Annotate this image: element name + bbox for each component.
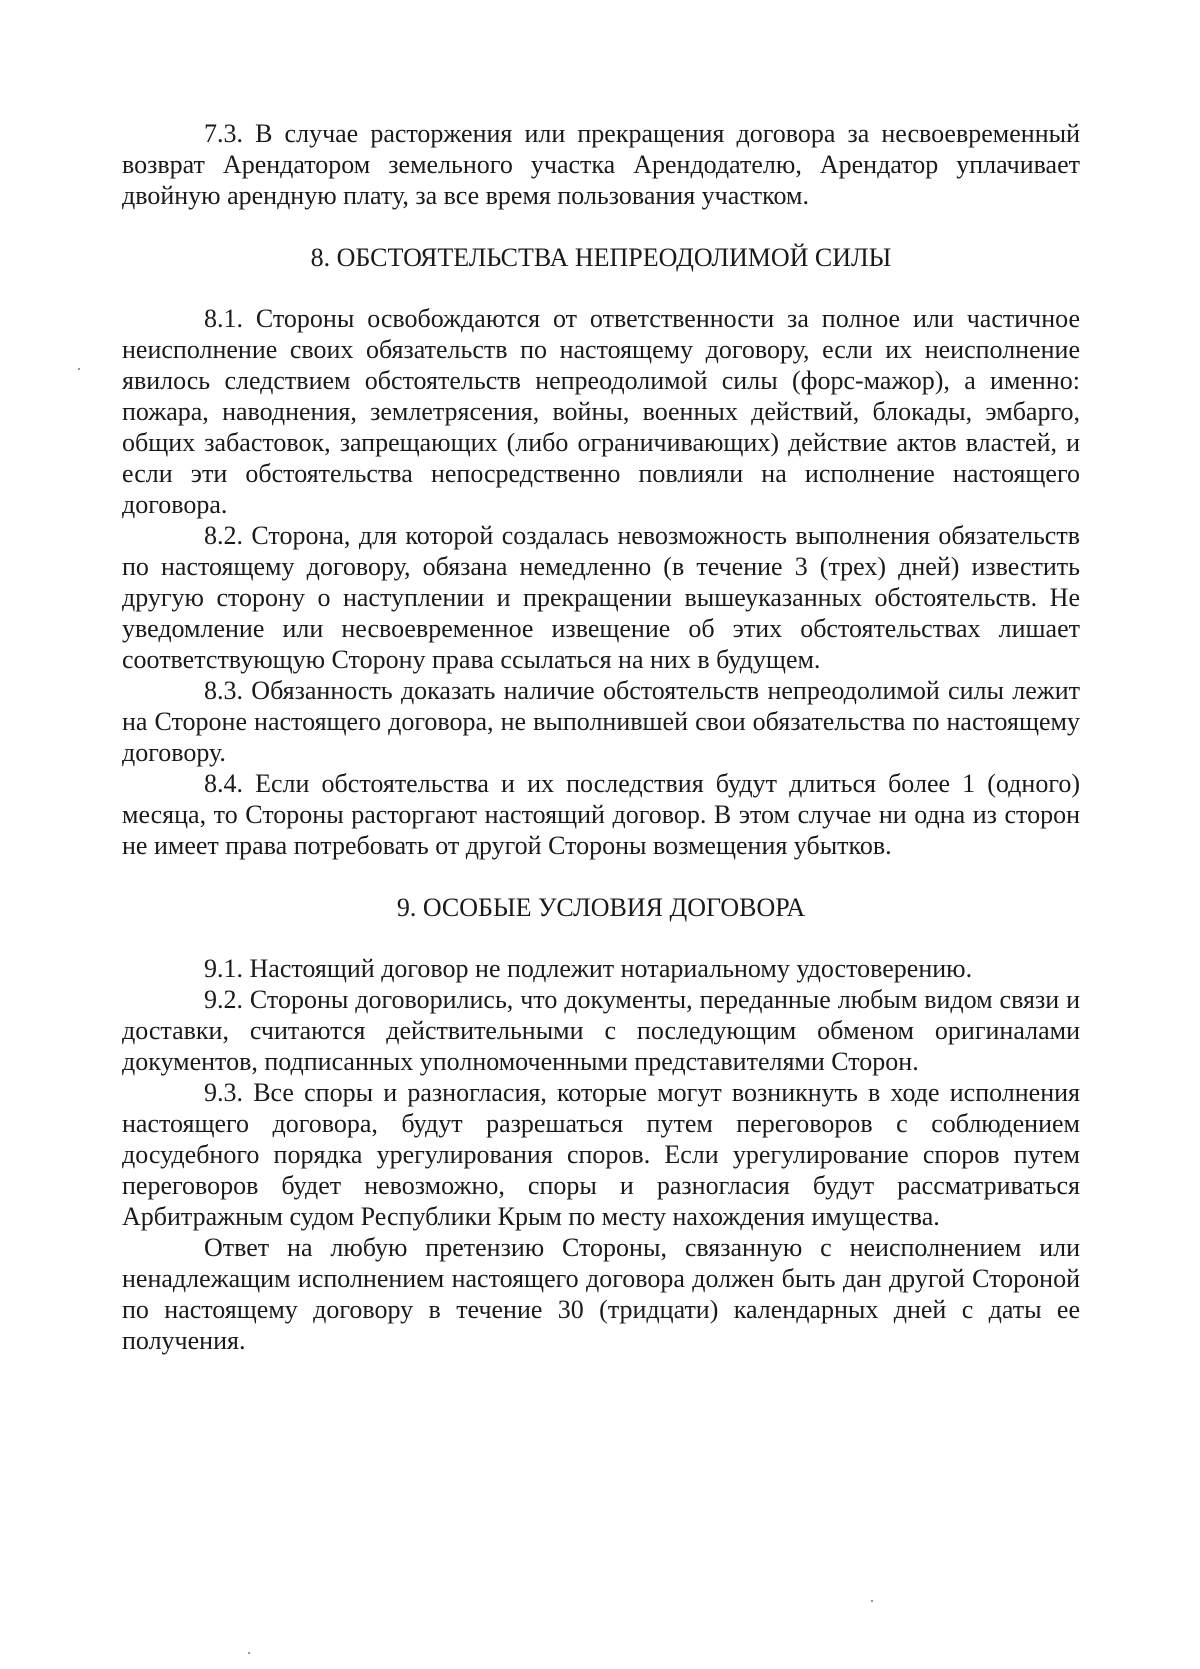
scan-speck: [871, 1600, 873, 1602]
clause-8-3: 8.3. Обязанность доказать наличие обстоятельств непреодолимой силы лежит на Стороне настоящего договора, не выполнившей свои обязательства по настоящему договору.: [122, 676, 1080, 767]
clause-8-1: 8.1. Стороны освобождаются от ответственности за полное или частичное неисполнение своих обязательств по настоящему договору, если их неисполнение явилось следствием обстоятельств непреодолимой силы (форс-мажор), а именно: пожара, наводнения, землетрясения, войны, военных действий, блокады, эмбарго, общих забастовок, запрещающих (либо ограничивающих) действие актов властей, и если эти обстоятельства непосредственно повлияли на исполнение настоящего договора.: [122, 304, 1080, 519]
clause-9-4: Ответ на любую претензию Стороны, связанную с неисполнением или ненадлежащим исполнением настоящего договора должен быть дан другой Стороной по настоящему договору в течение 30 (тридцати) календарных дней с даты ее получения.: [122, 1233, 1080, 1355]
section-8-heading: 8. ОБСТОЯТЕЛЬСТВА НЕПРЕОДОЛИМОЙ СИЛЫ: [310, 243, 892, 272]
clause-8-4: 8.4. Если обстоятельства и их последствия будут длиться более 1 (одного) месяца, то Стороны расторгают настоящий договор. В этом случае ни одна из сторон не имеет права потребовать от другой Стороны возмещения убытков.: [122, 769, 1080, 860]
clause-9-3: 9.3. Все споры и разногласия, которые могут возникнуть в ходе исполнения настоящего договора, будут разрешаться путем переговоров с соблюдением досудебного порядка урегулирования споров. Если урегулирование споров путем переговоров будет невозможно, споры и разногласия будут рассматриваться Арбитражным судом Республики Крым по месту нахождения имущества.: [122, 1078, 1080, 1231]
clause-8-2: 8.2. Сторона, для которой создалась невозможность выполнения обязательств по настоящему договору, обязана немедленно (в течение 3 (трех) дней) известить другую сторону о наступлении и прекращении вышеуказанных обстоятельств. Не уведомление или несвоевременное извещение об этих обстоятельствах лишает соответствующую Сторону права ссылаться на них в будущем.: [122, 521, 1080, 674]
document-body: [122, 118, 1080, 1356]
scan-speck: [248, 1652, 250, 1654]
clause-9-1: 9.1. Настоящий договор не подлежит нотариальному удостоверению.: [204, 954, 973, 983]
clause-9-2: 9.2. Стороны договорились, что документы, переданные любым видом связи и доставки, считаются действительными с последующим обменом оригиналами документов, подписанных уполномоченными представителями Сторон.: [122, 985, 1080, 1076]
scan-speck: [78, 368, 80, 370]
clause-7-3: 7.3. В случае расторжения или прекращения договора за несвоевременный возврат Арендатором земельного участка Арендодателю, Арендатор уплачивает двойную арендную плату, за все время пользования участком.: [122, 119, 1080, 210]
section-9-heading: 9. ОСОБЫЕ УСЛОВИЯ ДОГОВОРА: [396, 893, 806, 922]
